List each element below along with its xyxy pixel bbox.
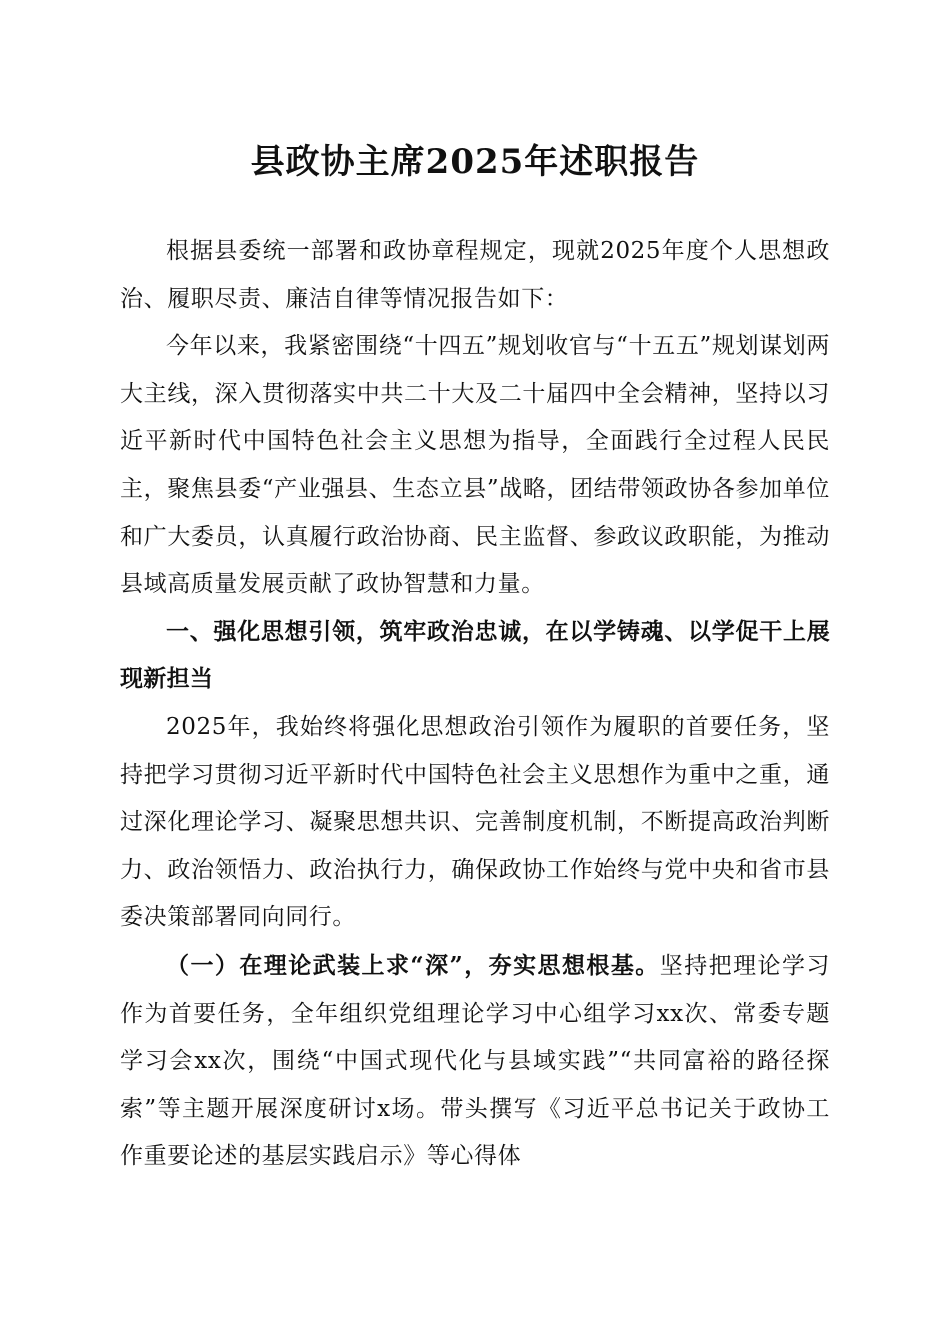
paragraph-intro: 根据县委统一部署和政协章程规定，现就2025年度个人思想政治、履职尽责、廉洁自律等情况报告如下： [120,238,830,312]
paragraph-overview: 今年以来，我紧密围绕“十四五”规划收官与“十五五”规划谋划两大主线，深入贯彻落实中共二十大及二十届四中全会精神，坚持以习近平新时代中国特色社会主义思想为指导，全面践行全过程人民民主，聚焦县委“产业强县、生态立县”战略，团结带领政协各参加单位和广大委员，认真履行政治协商、民主监督、参政议政职能，为推动县域高质量发展贡献了政协智慧和力量。 [120,333,830,598]
document-title: 县政协主席2025年述职报告 [250,142,700,182]
section-heading-1: 一、强化思想引领，筑牢政治忠诚，在以学铸魂、以学促干上展现新担当 [120,618,830,693]
document-body [120,228,830,1181]
paragraph-section-1-intro: 2025年，我始终将强化思想政治引领作为履职的首要任务，坚持把学习贯彻习近平新时代中国特色社会主义思想作为重中之重，通过深化理论学习、凝聚思想共识、完善制度机制，不断提高政治判断力、政治领悟力、政治执行力，确保政协工作始终与党中央和省市县委决策部署同向同行。 [120,713,830,931]
subsection-text-1: 坚持把理论学习作为首要任务，全年组织党组理论学习中心组学习xx次、常委专题学习会xx次，围绕“中国式现代化与县域实践”“共同富裕的路径探索”等主题开展深度研讨x场。带头撰写《习近平总书记关于政协工作重要论述的基层实践启示》等心得体 [120,952,831,1170]
subsection-heading-1: （一）在理论武装上求“深”，夯实思想根基。 [166,951,660,979]
paragraph-subsection-1 [120,942,830,1181]
